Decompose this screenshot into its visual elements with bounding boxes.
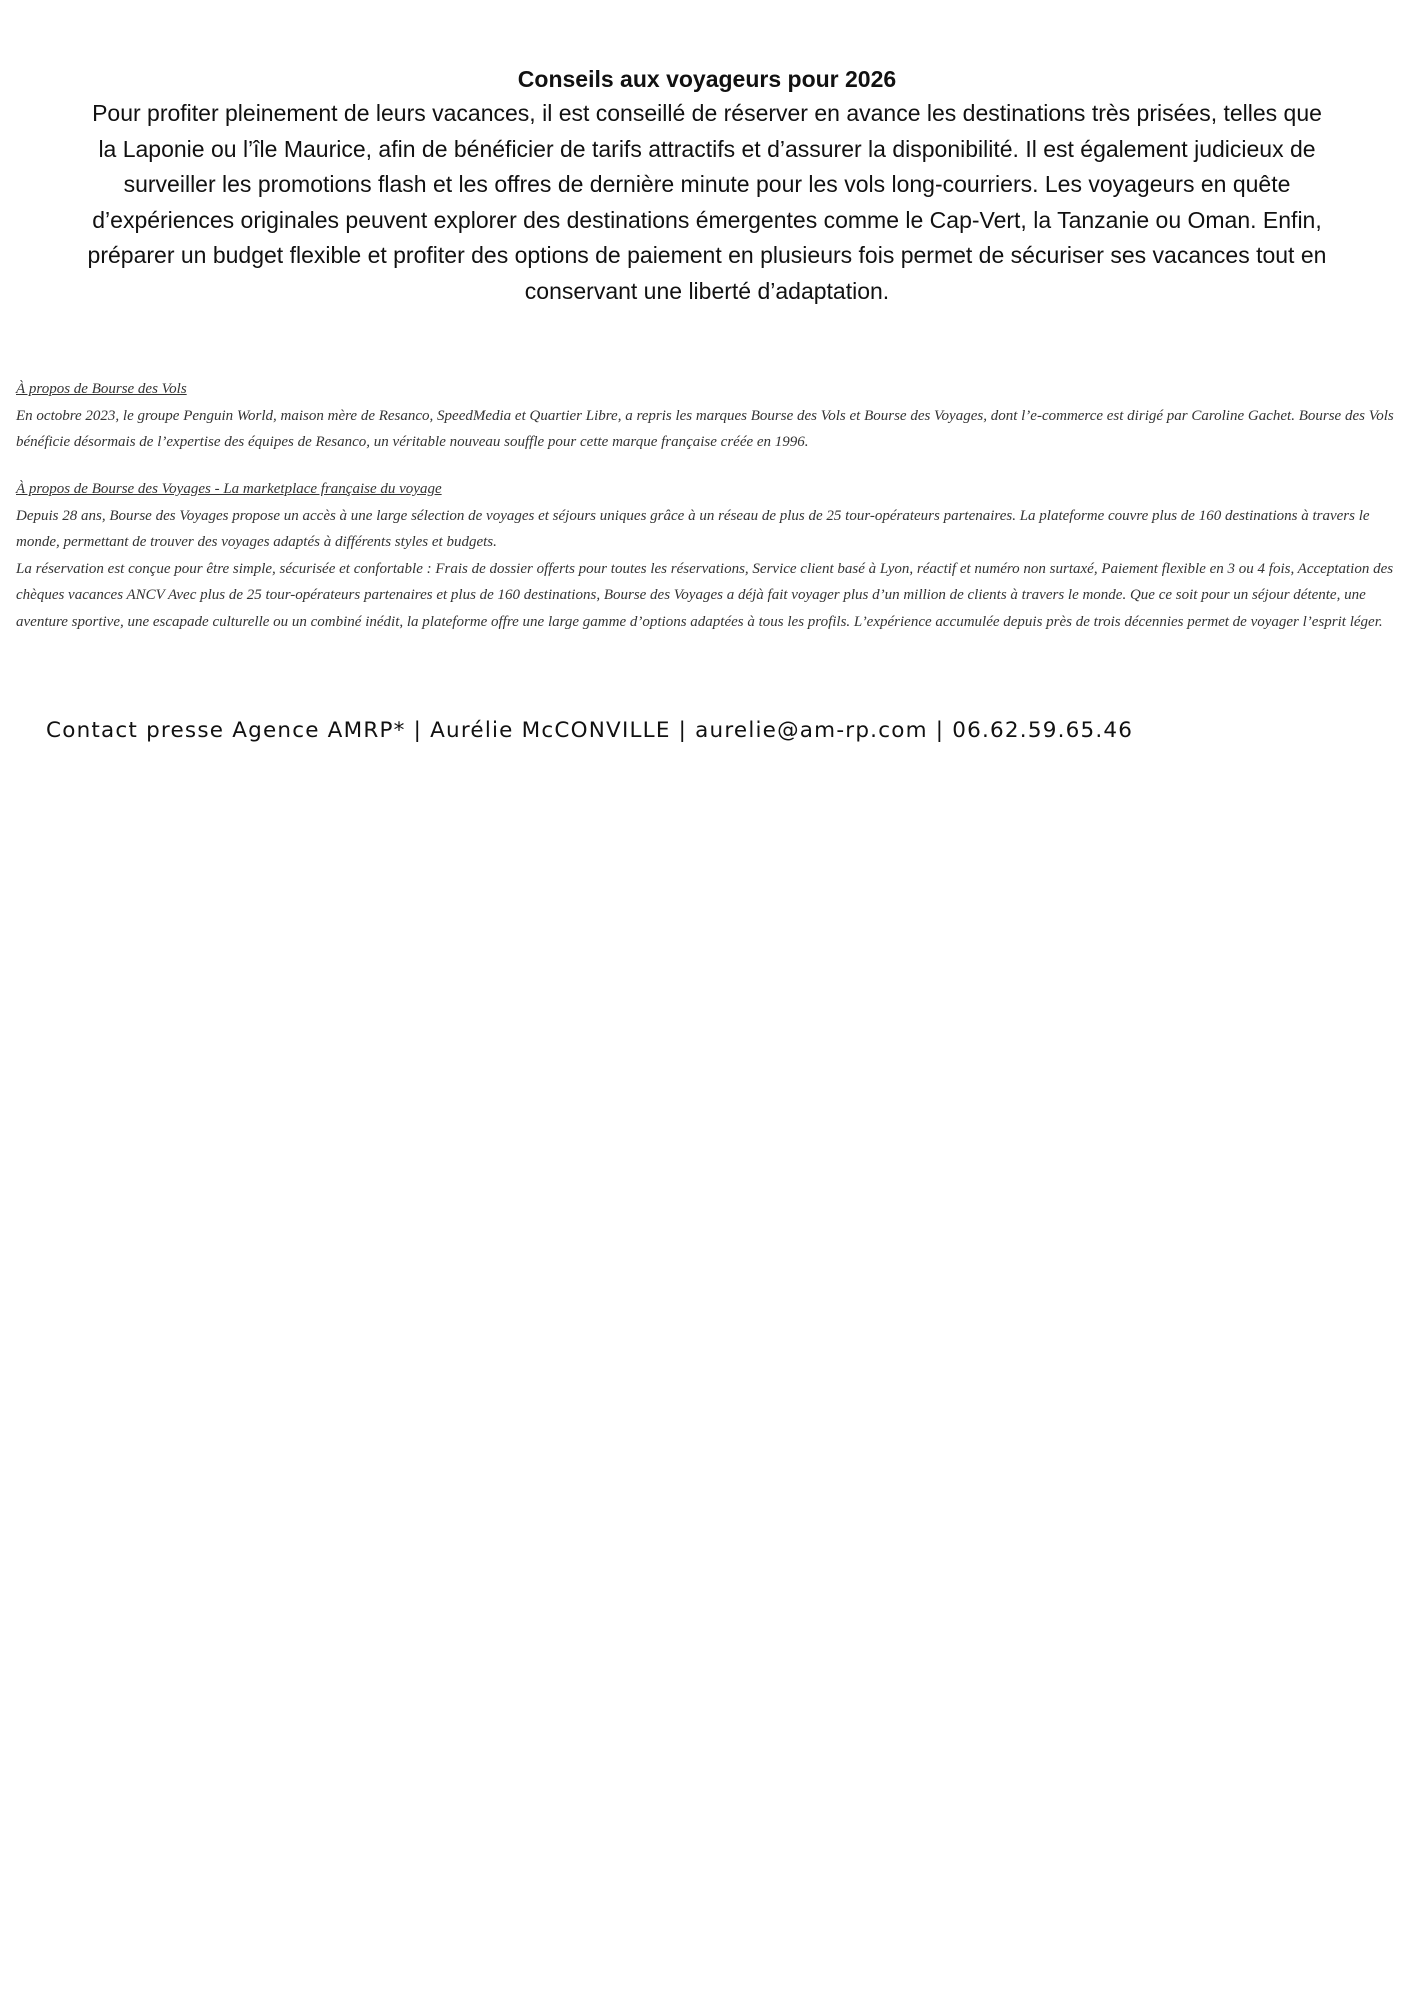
- advice-body: Pour profiter pleinement de leurs vacances, il est conseillé de réserver en avance les destinations très prisées, telles que la Laponie ou l’île Maurice, afin de bénéficier de tarifs attractifs et d’assurer la disponibilité. Il est également judicieux de surveiller les promotions flash et les offres de dernière minute pour les vols long-courriers. Les voyageurs en quête d’expériences originales peuvent explorer des destinations émergentes comme le Cap-Vert, la Tanzanie ou Oman. Enfin, préparer un budget flexible et profiter des options de paiement en plusieurs fois permet de sécuriser ses vacances tout en conservant une liberté d’adaptation.: [87, 100, 1327, 304]
- about-voyages-paragraph-1: Depuis 28 ans, Bourse des Voyages propose un accès à une large sélection de voyages et séjours uniques grâce à un réseau de plus de 25 tour-opérateurs partenaires. La plateforme couvre plus de 160 destinations à travers le monde, permettant de trouver des voyages adaptés à différents styles et budgets.: [16, 507, 1370, 550]
- about-voyages-paragraph-2: La réservation est conçue pour être simple, sécurisée et confortable : Frais de dossier offerts pour toutes les réservations, Service client basé à Lyon, réactif et numéro non surtaxé, Paiement flexible en 3 ou 4 fois, Acceptation des chèques vacances ANCV Avec plus de 25 tour-opérateurs partenaires et plus de 160 destinations, Bourse des Voyages a déjà fait voyager plus d’un million de clients à travers le monde. Que ce soit pour un séjour détente, une aventure sportive, une escapade culturelle ou un combiné inédit, la plateforme offre une large gamme d’options adaptées à tous les profils. L’expérience accumulée depuis près de trois décennies permet de voyager l’esprit léger.: [16, 560, 1394, 630]
- about-vols-text: En octobre 2023, le groupe Penguin World, maison mère de Resanco, SpeedMedia et Quartier Libre, a repris les marques Bourse des Vols et Bourse des Voyages, dont l’e-commerce est dirigé par Caroline Gachet. Bourse des Vols bénéficie désormais de l’expertise des équipes de Resanco, un véritable nouveau souffle pour cette marque française créée en 1996.: [16, 407, 1394, 450]
- about-bourse-des-vols-section: [16, 376, 1400, 456]
- press-contact-line: Contact presse Agence AMRP* | Aurélie McCONVILLE | aurelie@am-rp.com | 06.62.59.65.46: [46, 718, 1134, 743]
- about-vols-heading: À propos de Bourse des Vols: [16, 381, 187, 397]
- about-bourse-des-voyages-section: [16, 476, 1400, 635]
- about-voyages-heading: À propos de Bourse des Voyages - La marketplace française du voyage: [16, 481, 442, 497]
- travel-advice-section: [80, 62, 1334, 309]
- advice-title: Conseils aux voyageurs pour 2026: [517, 66, 897, 92]
